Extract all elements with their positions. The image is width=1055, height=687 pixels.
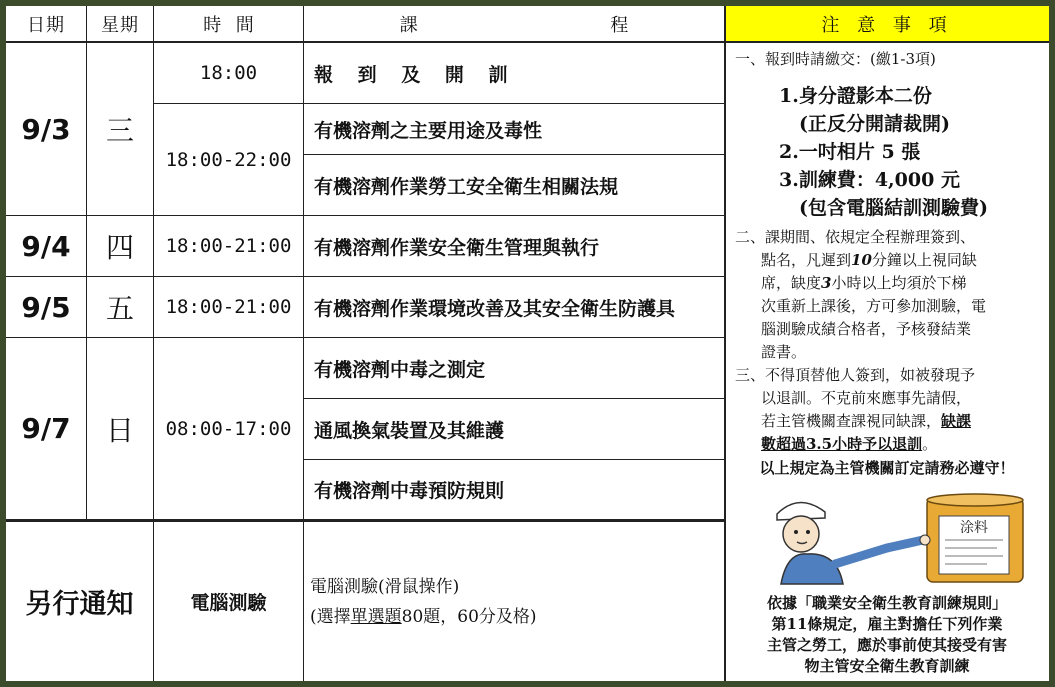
notice-item1-c: 3.訓練費：4,000 元 — [779, 169, 960, 191]
day-date: 9/7 — [21, 412, 71, 445]
course-item: 有機溶劑作業勞工安全衛生相關法規 — [314, 175, 619, 198]
other-notice-label: 另行通知 — [25, 589, 134, 620]
header-time: 時 間 — [203, 15, 255, 36]
grid-line — [724, 6, 726, 681]
header-notice: 注 意 事 項 — [725, 6, 1049, 42]
notice-item1-c-sub: (包含電腦結訓測驗費) — [799, 197, 988, 219]
day-date: 9/4 — [21, 229, 71, 263]
time-slot: 18:00-21:00 — [165, 296, 292, 318]
notice-text: 。 — [922, 435, 938, 453]
header-date: 日期 — [27, 15, 65, 36]
time-slot: 18:00-22:00 — [165, 148, 292, 171]
notice-text: 小時以上均須於下梯 — [831, 274, 967, 292]
header-course-left: 課 — [399, 15, 419, 36]
notice-item3-line: 以退訓。不克前來應事先請假， — [761, 389, 972, 407]
notice-item1-b: 2.一吋相片 5 張 — [779, 141, 921, 163]
header-course — [304, 6, 725, 42]
notice-item2-line: 二、課期間、依規定全程辦理簽到、 — [735, 228, 976, 246]
notice-text: 若主管機關查課視同缺課， — [761, 412, 942, 430]
notice-bottom-line: 主管之勞工，應於事前使其接受有害 — [766, 636, 1007, 654]
exam-desc-text: (選擇 — [310, 606, 351, 627]
day-weekday: 三 — [105, 114, 134, 147]
notice-item1-title: 一、報到時請繳交：(繳1-3項) — [735, 50, 936, 68]
time-slot: 08:00-17:00 — [165, 417, 292, 440]
notice-item1-a-sub: (正反分開請裁開) — [799, 113, 950, 135]
exam-desc-line2 — [310, 602, 537, 632]
notice-item2-line — [761, 272, 966, 295]
notice-emphasis: 數超過3.5小時予以退訓 — [761, 435, 923, 453]
notice-text: 分鐘以上視同缺 — [871, 251, 977, 269]
notice-rule: 以上規定為主管機關訂定請務必遵守！ — [759, 459, 1015, 477]
course-item: 有機溶劑中毒預防規則 — [314, 480, 505, 502]
notice-emphasis: 10 — [851, 251, 872, 269]
day-weekday: 日 — [105, 413, 134, 447]
day-weekday: 四 — [105, 231, 134, 264]
worker-drum-illustration — [747, 488, 1037, 588]
course-item: 有機溶劑作業環境改善及其安全衛生防護具 — [314, 297, 676, 320]
exam-desc-underline: 單選題 — [350, 606, 402, 627]
day-date: 9/3 — [21, 112, 71, 146]
notice-item2-line: 腦測驗成績合格者，予核發結業 — [761, 320, 972, 338]
notice-emphasis: 3 — [821, 274, 832, 292]
header-weekday: 星期 — [101, 15, 139, 36]
notice-text: 點名，凡遲到 — [761, 251, 852, 269]
notice-item3-line — [761, 410, 971, 433]
notice-item2-line: 次重新上課後，方可參加測驗，電 — [761, 297, 987, 315]
notice-item2-line — [761, 249, 977, 272]
time-slot: 18:00 — [199, 62, 258, 84]
exam-description — [310, 522, 724, 681]
notice-panel — [727, 42, 1047, 680]
time-slot: 18:00-21:00 — [165, 235, 292, 257]
header-course-right: 程 — [610, 15, 630, 36]
notice-item3-line — [761, 433, 937, 456]
course-item: 有機溶劑作業安全衛生管理與執行 — [314, 236, 600, 259]
day-weekday: 五 — [105, 292, 134, 325]
exam-desc-text: 80題，60分及格) — [401, 606, 537, 627]
course-item: 有機溶劑之主要用途及毒性 — [314, 119, 543, 142]
course-item: 通風換氣裝置及其維護 — [314, 419, 505, 442]
notice-text: 席，缺度 — [761, 274, 822, 292]
course-item: 報 到 及 開 訓 — [314, 63, 517, 86]
course-item: 有機溶劑中毒之測定 — [314, 358, 486, 381]
exam-desc-line1: 電腦測驗(滑鼠操作) — [310, 576, 460, 597]
notice-emphasis: 缺課 — [941, 412, 972, 430]
notice-item2-line: 證書。 — [761, 343, 807, 361]
notice-bottom-line: 物主管安全衛生教育訓練 — [804, 657, 970, 675]
drum-label: 涂料 — [960, 520, 988, 536]
notice-item3-line: 三、不得頂替他人簽到，如被發現予 — [735, 366, 976, 384]
notice-bottom-line: 依據「職業安全衛生教育訓練規則」 — [766, 594, 1007, 612]
notice-bottom-line: 第11條規定，雇主對擔任下列作業 — [771, 615, 1003, 633]
notice-item1-a: 1.身分證影本二份 — [779, 85, 932, 107]
day-date: 9/5 — [21, 290, 71, 324]
exam-type: 電腦測驗 — [190, 592, 267, 614]
